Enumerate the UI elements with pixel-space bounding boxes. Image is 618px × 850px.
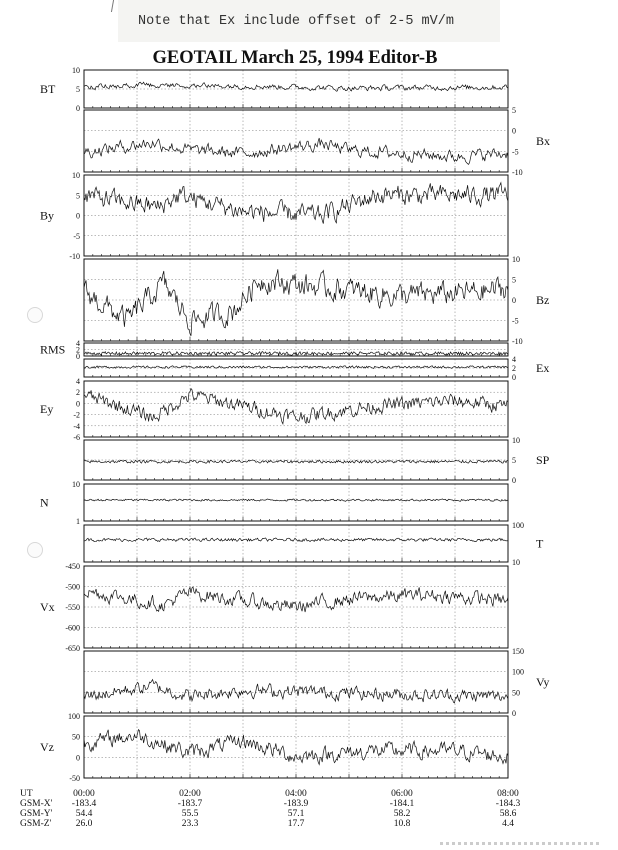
y-tick-label: 10	[512, 255, 520, 264]
panel-label-bt: BT	[40, 82, 56, 96]
panel-label-n: N	[40, 495, 49, 510]
y-tick-label: 4	[76, 339, 80, 348]
y-tick-label: -600	[65, 623, 80, 633]
y-tick-label: 50	[512, 688, 520, 698]
y-tick-label: -6	[73, 433, 80, 442]
y-tick-label: 5	[76, 85, 80, 94]
y-tick-label: 50	[72, 732, 80, 742]
y-tick-label: 0	[512, 126, 516, 136]
y-tick-label: 10	[512, 558, 520, 567]
orbit-value: -183.9	[283, 799, 309, 809]
orbit-value: 55.5	[181, 809, 199, 819]
panel-label-ey: Ey	[40, 402, 54, 416]
y-tick-label: -2	[73, 410, 80, 420]
panel-label-vx: Vx	[40, 600, 55, 614]
orbit-row-label: GSM-Y'	[20, 809, 53, 819]
y-tick-label: 4	[512, 355, 516, 364]
y-tick-label: 100	[68, 712, 80, 721]
panel-label-ex: Ex	[536, 361, 550, 375]
orbit-value: 57.1	[287, 809, 305, 819]
y-tick-label: 0	[76, 211, 80, 221]
y-tick-label: -5	[73, 231, 80, 241]
y-tick-label: -4	[73, 421, 80, 431]
orbit-value: -183.7	[177, 799, 203, 809]
y-tick-label: 2	[512, 364, 516, 373]
y-tick-label: 150	[512, 647, 524, 656]
y-tick-label: 0	[76, 104, 80, 113]
panel-label-bx: Bx	[536, 134, 551, 148]
y-tick-label: 4	[76, 377, 80, 386]
orbit-value: 54.4	[75, 809, 93, 819]
orbit-value: 10.8	[393, 819, 411, 829]
y-tick-label: 10	[512, 436, 520, 445]
y-tick-label: -550	[65, 603, 80, 612]
y-tick-label: 0	[76, 352, 80, 361]
sticky-note-text: Note that Ex include offset of 2-5 mV/m	[138, 14, 454, 29]
y-tick-label: -5	[512, 147, 519, 157]
x-tick-label: 04:00	[285, 789, 307, 799]
orbit-value: 58.2	[393, 809, 411, 819]
panel-label-by: By	[40, 208, 55, 223]
y-tick-label: 5	[512, 275, 516, 285]
y-tick-label: 0	[512, 296, 516, 305]
orbit-value: -184.1	[389, 799, 415, 809]
panel-label-bz: Bz	[536, 293, 550, 307]
x-tick-label: 08:00	[497, 789, 519, 799]
panel-label-vz: Vz	[40, 740, 54, 754]
panel-label-vy: Vy	[536, 675, 550, 689]
y-tick-label: 0	[512, 709, 516, 718]
y-tick-label: -500	[65, 582, 80, 592]
y-tick-label: 5	[76, 191, 80, 201]
panel-label-t: T	[536, 536, 544, 551]
y-tick-label: 2	[76, 345, 80, 355]
panel-label-sp: SP	[536, 453, 550, 467]
y-tick-label: -50	[69, 774, 80, 783]
y-tick-label: -10	[512, 337, 523, 346]
y-tick-label: -650	[65, 644, 80, 653]
orbit-value: 26.0	[75, 819, 93, 829]
y-tick-label: 10	[72, 66, 80, 75]
panel-label-rms: RMS	[40, 342, 66, 357]
y-tick-label: 10	[72, 171, 80, 180]
footer-smudge	[440, 842, 600, 845]
y-tick-label: 5	[512, 106, 516, 115]
y-tick-label: 10	[72, 480, 80, 489]
y-tick-label: 2	[76, 388, 80, 398]
y-tick-label: 0	[512, 476, 516, 485]
y-tick-label: 0	[76, 753, 80, 763]
orbit-value: -184.3	[495, 799, 521, 809]
y-tick-label: 0	[76, 399, 80, 409]
y-tick-label: -5	[512, 316, 519, 326]
x-tick-label: 06:00	[391, 789, 413, 799]
y-tick-label: 5	[512, 456, 516, 465]
orbit-row-label: GSM-X'	[20, 799, 53, 809]
orbit-value: 23.3	[181, 819, 199, 829]
orbit-row-label: GSM-Z'	[20, 819, 52, 829]
y-tick-label: 0	[512, 373, 516, 382]
orbit-value: 58.6	[499, 809, 517, 819]
orbit-value: 17.7	[287, 819, 305, 829]
y-tick-label: -450	[65, 562, 80, 571]
orbit-row-label: UT	[20, 789, 33, 799]
orbit-value: -183.4	[71, 799, 97, 809]
y-tick-label: 100	[512, 521, 524, 530]
x-tick-label: 00:00	[73, 789, 95, 799]
series-line-bt	[84, 82, 508, 91]
series-line-sp	[84, 460, 508, 463]
y-tick-label: 1	[76, 517, 80, 526]
y-tick-label: -10	[69, 252, 80, 261]
orbit-value: 4.4	[502, 819, 514, 829]
page-title: GEOTAIL March 25, 1994 Editor-B	[152, 48, 438, 68]
y-tick-label: 100	[512, 667, 524, 677]
y-tick-label: -10	[512, 168, 523, 177]
x-tick-label: 02:00	[179, 789, 201, 799]
